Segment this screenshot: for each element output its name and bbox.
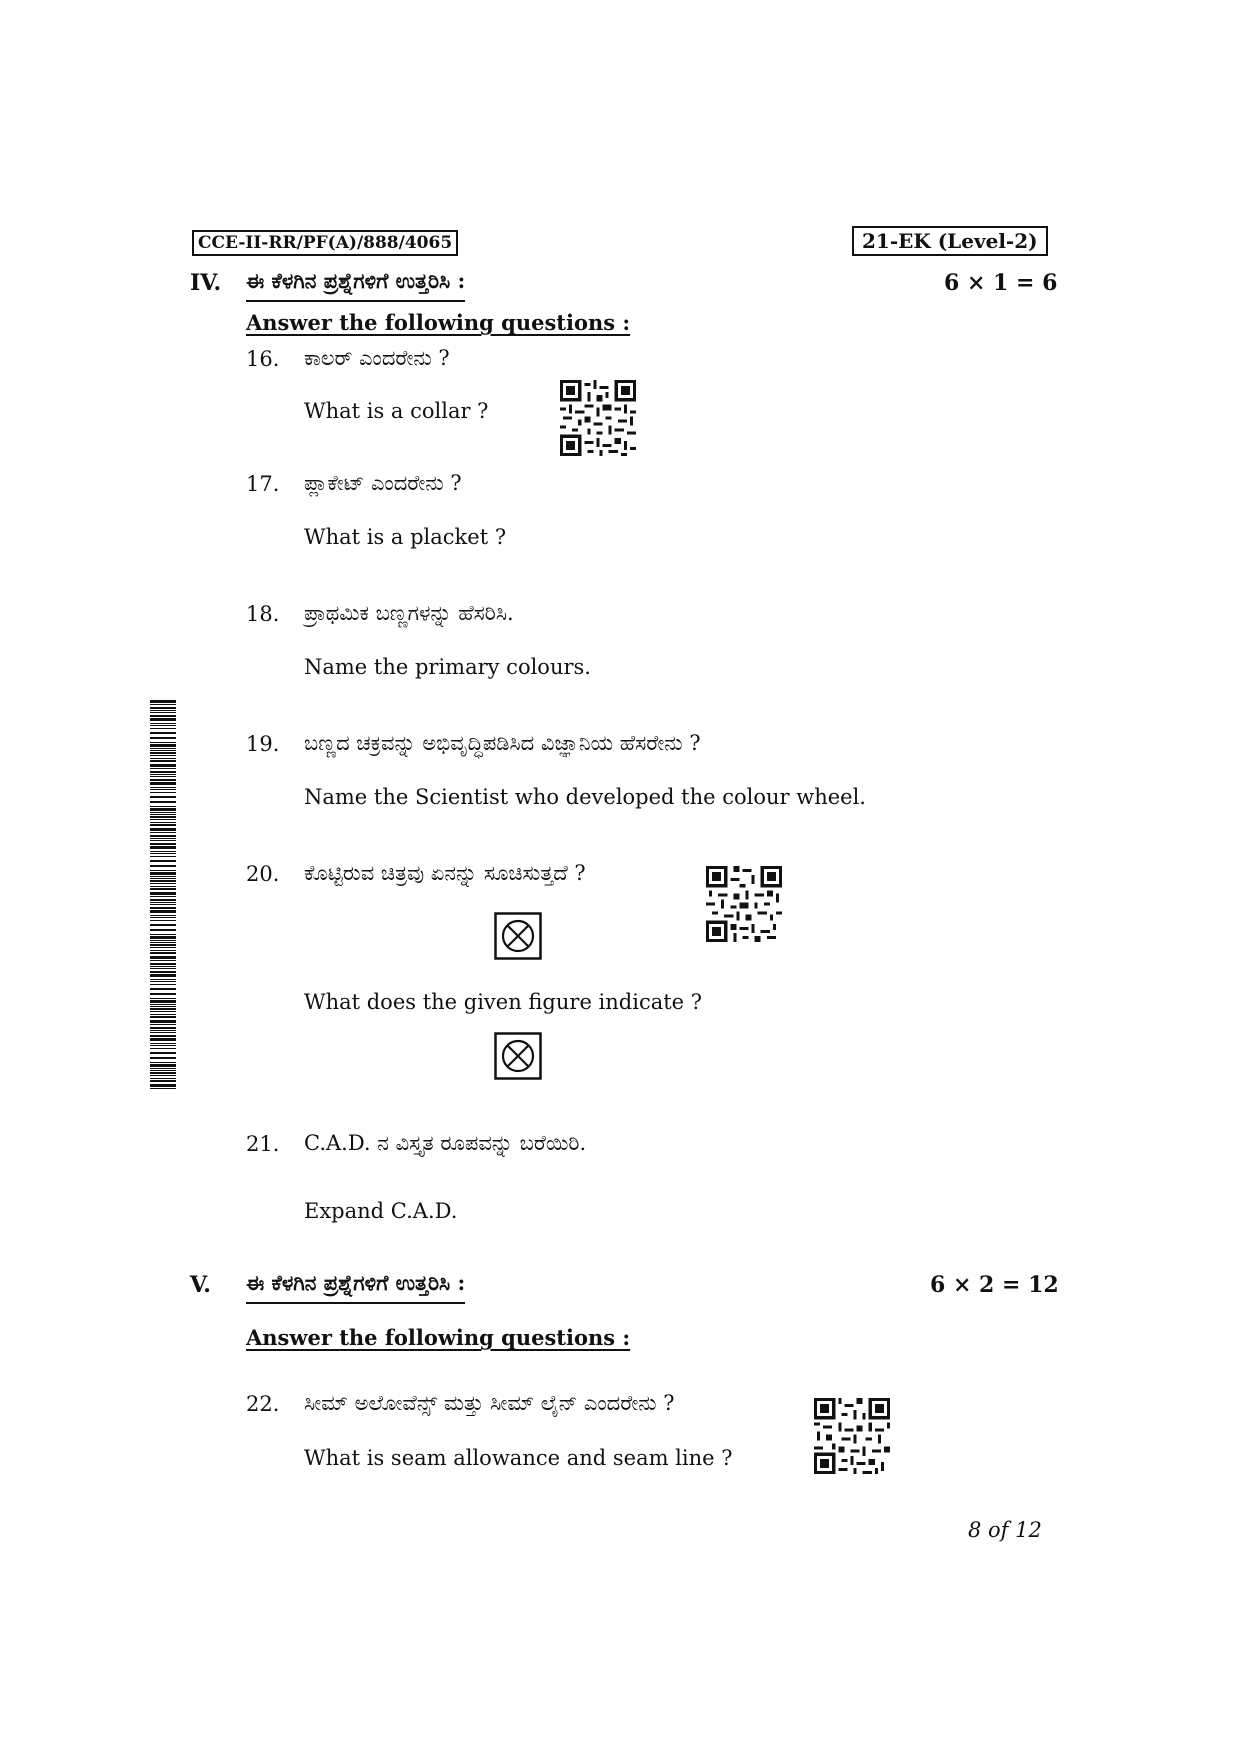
boxed-circle-cross-icon bbox=[494, 1032, 542, 1084]
boxed-circle-cross-icon bbox=[494, 912, 542, 964]
section-number: V. bbox=[190, 1272, 211, 1298]
question-text-kn: ಕಾಲರ್ ಎಂದರೇನು ? bbox=[304, 346, 450, 370]
question-number: 19. bbox=[246, 732, 280, 756]
question-number: 22. bbox=[246, 1392, 280, 1416]
question-number: 18. bbox=[246, 602, 280, 626]
question-text-en: What is a collar ? bbox=[304, 399, 489, 423]
page-number: 8 of 12 bbox=[968, 1518, 1042, 1542]
question-text-en: What is a placket ? bbox=[304, 525, 507, 549]
section-title-kn: ಈ ಕೆಳಗಿನ ಪ್ರಶ್ನೆಗಳಿಗೆ ಉತ್ತರಿಸಿ : bbox=[246, 268, 465, 302]
section-title-kn: ಈ ಕೆಳಗಿನ ಪ್ರಶ್ನೆಗಳಿಗೆ ಉತ್ತರಿಸಿ : bbox=[246, 1270, 465, 1304]
paper-code: CCE-II-RR/PF(A)/888/4065 bbox=[192, 230, 458, 256]
section-title-en: Answer the following questions : bbox=[246, 310, 631, 335]
question-number: 17. bbox=[246, 472, 280, 496]
question-text-kn: ಕೊಟ್ಟಿರುವ ಚಿತ್ರವು ಏನನ್ನು ಸೂಚಿಸುತ್ತದೆ ? bbox=[304, 861, 586, 885]
section-marks: 6 × 1 = 6 bbox=[944, 270, 1058, 296]
question-text-en: What does the given figure indicate ? bbox=[304, 990, 703, 1014]
level-code: 21-EK (Level-2) bbox=[852, 226, 1048, 256]
barcode-icon bbox=[150, 700, 176, 1094]
question-number: 21. bbox=[246, 1132, 280, 1156]
question-text-en: What is seam allowance and seam line ? bbox=[304, 1446, 733, 1470]
qr-code-icon bbox=[560, 380, 636, 456]
qr-code-icon bbox=[706, 866, 782, 942]
question-text-kn: ಬಣ್ಣದ ಚಕ್ರವನ್ನು ಅಭಿವೃದ್ಧಿಪಡಿಸಿದ ವಿಜ್ಞಾನಿಯ ಹೆಸರೇನು ? bbox=[304, 731, 701, 755]
section-title-en: Answer the following questions : bbox=[246, 1325, 631, 1350]
question-text-kn: ಪ್ರಾಥಮಿಕ ಬಣ್ಣಗಳನ್ನು ಹೆಸರಿಸಿ. bbox=[304, 601, 514, 625]
question-text-kn: ಸೀಮ್ ಅಲೋವೆನ್ಸ್ ಮತ್ತು ಸೀಮ್ ಲೈನ್ ಎಂದರೇನು ? bbox=[304, 1391, 675, 1415]
question-text-kn: C.A.D. ನ ವಿಸ್ತೃತ ರೂಪವನ್ನು ಬರೆಯಿರಿ. bbox=[304, 1131, 587, 1155]
section-marks: 6 × 2 = 12 bbox=[930, 1272, 1059, 1298]
question-number: 20. bbox=[246, 862, 280, 886]
question-text-kn: ಪ್ಲಾಕೇಟ್ ಎಂದರೇನು ? bbox=[304, 471, 462, 495]
question-text-en: Name the primary colours. bbox=[304, 655, 591, 679]
question-number: 16. bbox=[246, 347, 280, 371]
question-text-en: Expand C.A.D. bbox=[304, 1199, 458, 1223]
section-number: IV. bbox=[190, 270, 222, 296]
question-text-en: Name the Scientist who developed the colour wheel. bbox=[304, 785, 866, 809]
qr-code-icon bbox=[814, 1398, 890, 1474]
